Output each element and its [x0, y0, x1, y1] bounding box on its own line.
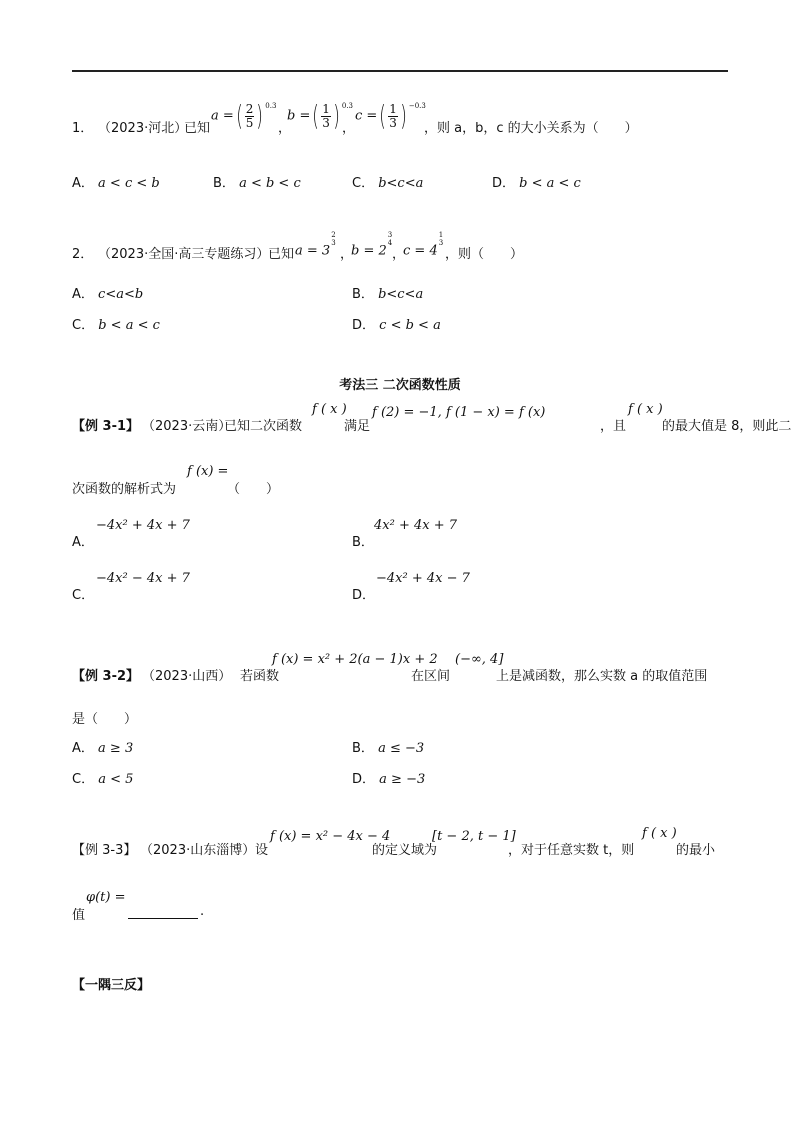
fx-eq-expr: f (x) = — [187, 464, 229, 479]
q2-option-c: C． b < a < c — [72, 318, 160, 333]
ex32-option-a: A． a ≥ 3 — [72, 741, 134, 756]
q2-a-expr: a = 3 2 3 — [295, 231, 336, 259]
question-text: ，则（ ） — [445, 247, 524, 262]
practice-heading: 【一隅三反】 — [72, 978, 151, 993]
q1-option-b: B． a < b < c — [213, 176, 301, 191]
q1-option-c: C． b<c<a — [352, 176, 424, 191]
example-tag: 【例 3-1】 — [72, 419, 140, 434]
example-3-1: 【例 3-1】 （2023·云南） 已知二次函数 f ( x ) 满足 f (2) = −1, f (1 − x) = f (x) ，且 f ( x ) 的最大值是 8，则此二 — [72, 402, 792, 434]
section-title: 考法三 二次函数性质 — [339, 378, 461, 393]
q2-option-a: A． c<a<b — [72, 287, 144, 302]
example-source: （2023·山西） — [142, 669, 232, 684]
example-source: （2023·山东淄博） — [140, 843, 256, 858]
example-3-2: 【例 3-2】 （2023·山西） 若函数 f (x) = x² + 2(a − 1)x + 2 在区间 (−∞, 4] 上是减函数，那么实数 a 的取值范围 — [72, 652, 708, 684]
answer-blank — [128, 904, 198, 919]
q1-a-expr: a =( $\frac{2}{5}$ ) $^{0.3}$ — [211, 99, 277, 132]
fx-expr: f ( x ) — [312, 402, 347, 417]
example-source: （2023·云南） — [142, 419, 232, 434]
ex32-option-d: D． a ≥ −3 — [352, 772, 426, 787]
domain-expr: [t − 2, t − 1] — [432, 829, 516, 844]
header-rule — [72, 70, 728, 72]
fx-expr: f ( x ) — [628, 402, 663, 417]
phi-expr: φ(t) = — [86, 890, 126, 905]
q1-option-a: A． a < c < b — [72, 176, 160, 191]
example-tag: 【例 3-3】 — [72, 843, 137, 858]
question-source: （2023·河北） — [98, 121, 188, 136]
ex32-option-b: B． a ≤ −3 — [352, 741, 425, 756]
question-number: 1． — [72, 121, 94, 136]
function-expr: f (x) = x² + 2(a − 1)x + 2 — [272, 652, 438, 667]
question-number: 2． — [72, 247, 94, 262]
fx-expr: f ( x ) — [642, 826, 677, 841]
question-source: （2023·全国·高三专题练习） — [98, 247, 270, 262]
q2-c-expr: c = 4 1 3 — [403, 231, 444, 259]
interval-expr: (−∞, 4] — [455, 652, 504, 667]
q1-option-d: D． b < a < c — [492, 176, 581, 191]
q2-option-b: B． b<c<a — [352, 287, 424, 302]
example-3-3: 【例 3-3】 （2023·山东淄博） 设 f (x) = x² − 4x − 4 的定义域为 [t − 2, t − 1] ，对于任意实数 t，则 f ( x ) 的最小 — [72, 826, 716, 858]
question-text: ，则 a，b，c 的大小关系为（ ） — [424, 121, 638, 136]
q1-b-expr: b =( $\frac{1}{3}$ ) $^{0.3}$ — [287, 99, 354, 132]
ex32-option-c: C． a < 5 — [72, 772, 134, 787]
q2-b-expr: b = 2 3 4 — [351, 231, 393, 259]
function-expr: f (x) = x² − 4x − 4 — [270, 829, 391, 844]
q2-option-d: D． c < b < a — [352, 318, 441, 333]
q1-c-expr: c =( $\frac{1}{3}$ ) $^{-0.3}$ — [355, 99, 426, 132]
condition-expr: f (2) = −1, f (1 − x) = f (x) — [372, 405, 546, 420]
example-tag: 【例 3-2】 — [72, 669, 140, 684]
